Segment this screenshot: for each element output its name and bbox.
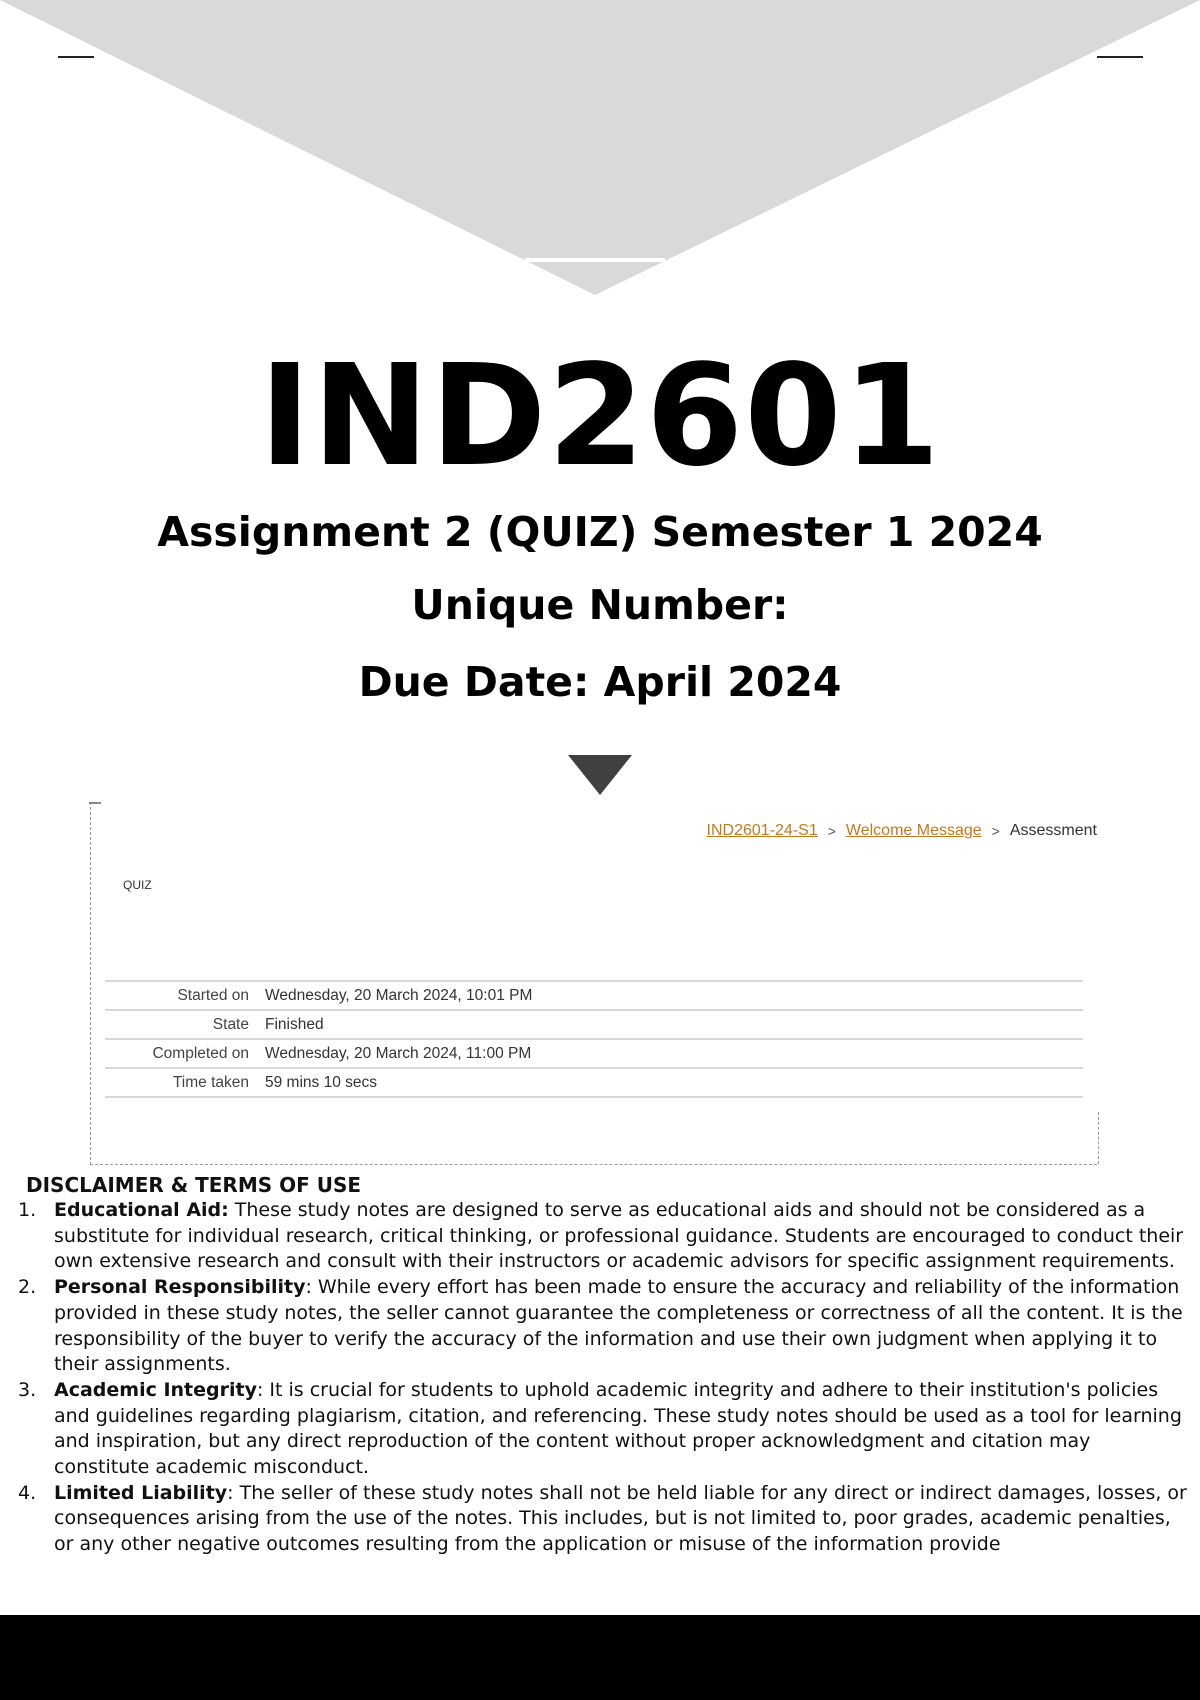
summary-value: Wednesday, 20 March 2024, 11:00 PM [265,1045,532,1062]
breadcrumb-course-link[interactable]: IND2601-24-S1 [706,822,818,839]
section-label: QUIZ [123,878,152,892]
corner-mark [89,802,101,804]
item-lead: Limited Liability [54,1481,228,1504]
quiz-screenshot [90,802,1097,1165]
chevron-right-icon: > [991,823,1000,839]
summary-label: Time taken [172,1074,249,1091]
item-text: : It is crucial for students to uphold academic integrity and adhere to their institution's policies and guidelines regarding plagiarism, citation, and referencing. These study notes should be used as a tool for learning and inspiration, but any direct reproduction of the content without proper acknowledgment and citation may constitute academic misconduct. [54,1378,1182,1479]
item-number: 1. [18,1199,37,1221]
border-mark [1097,1112,1100,1164]
list-item [0,1275,1190,1378]
summary-label: Completed on [152,1045,249,1062]
item-text: : The seller of these study notes shall not be held liable for any direct or indirect damages, losses, or consequences arising from the use of the notes. This includes, but is not limited to, poor grades, academic penalties, or any other negative outcomes resulting from the application or misuse of the information provide [54,1481,1187,1556]
terms-list [0,1198,1190,1558]
table-row [105,1068,1083,1097]
due-date: Due Date: April 2024 [358,658,842,706]
corner-line-left [58,56,94,58]
item-text: : While every effort has been made to ensure the accuracy and reliability of the information provided in these study notes, the seller cannot guarantee the completeness or correctness of all the content. It is the responsibility of the buyer to verify the accuracy of the information and use their own judgment when applying it to their assignments. [54,1276,1183,1376]
summary-label: State [212,1016,249,1033]
item-lead: Academic Integrity [54,1378,257,1401]
table-row [105,981,1083,1010]
summary-value: Wednesday, 20 March 2024, 10:01 PM [265,987,533,1004]
summary-label: Started on [177,987,249,1004]
quiz-summary-table [105,980,1083,1098]
breadcrumb-current: Assessment [1009,822,1097,839]
breadcrumb [707,822,1097,840]
list-item [0,1481,1190,1558]
disclaimer-section [0,1172,1190,1558]
summary-value: Finished [265,1016,324,1033]
unique-number: Unique Number: [411,581,789,629]
item-number: 2. [18,1276,37,1299]
down-triangle-icon [568,755,632,795]
list-item [0,1198,1190,1275]
disclaimer-heading: DISCLAIMER & TERMS OF USE [26,1173,362,1197]
list-item [0,1378,1190,1481]
cover-banner [0,0,1200,300]
chevron-right-icon: > [827,823,836,839]
footer-bar [0,1615,1200,1700]
item-lead: Educational Aid: [54,1199,229,1221]
table-row [105,1010,1083,1039]
breadcrumb-welcome-link[interactable]: Welcome Message [845,822,982,839]
course-code: IND2601 [258,335,942,498]
assignment-title: Assignment 2 (QUIZ) Semester 1 2024 [157,508,1043,556]
corner-line-right [1097,56,1143,58]
table-row [105,1039,1083,1068]
item-lead: Personal Responsibility [54,1276,306,1299]
item-number: 4. [18,1481,37,1504]
item-text: These study notes are designed to serve as educational aids and should not be considered as a substitute for individual research, critical thinking, or professional guidance. Students are encouraged to conduct their own extensive research and consult with their instructors or academic advisors for specific assignment requirements. [54,1199,1184,1273]
item-number: 3. [18,1378,37,1401]
summary-value: 59 mins 10 secs [265,1074,377,1091]
